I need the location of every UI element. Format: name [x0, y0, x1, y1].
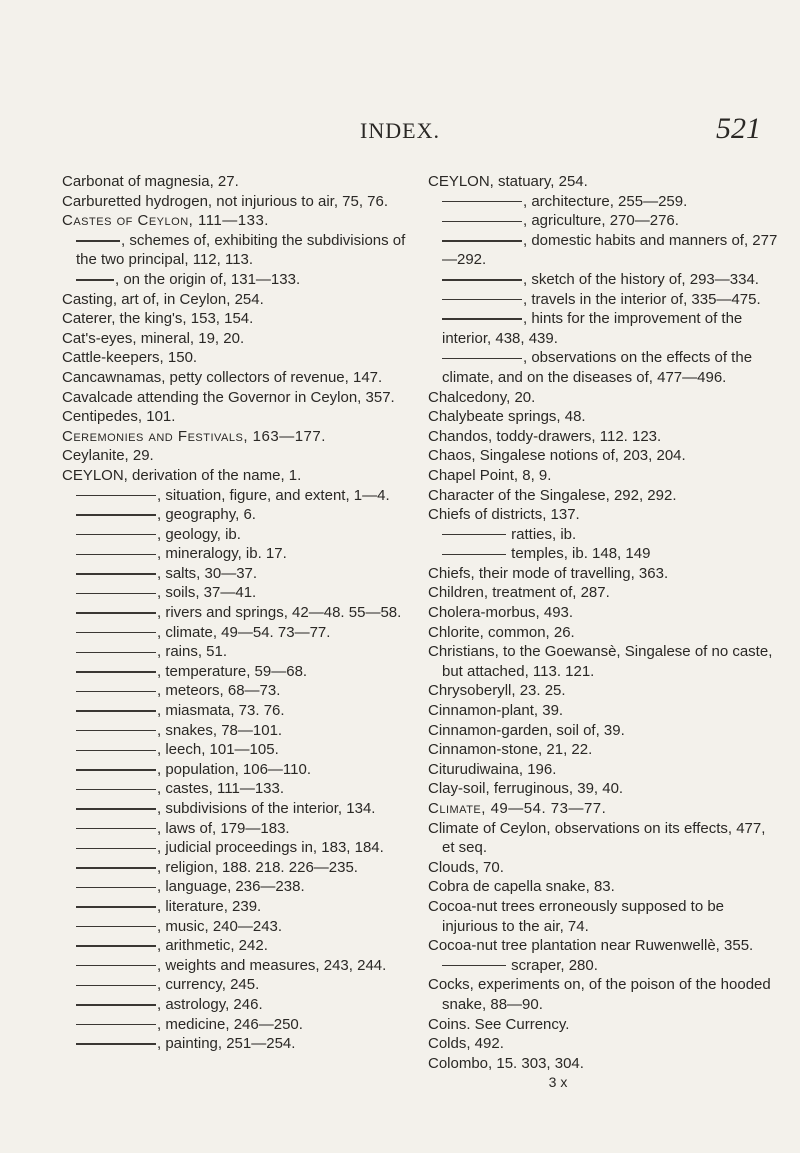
entry-text: , miasmata, 73. 76. [157, 702, 285, 720]
entry-text: , judicial proceedings in, 183, 184. [157, 839, 384, 857]
index-entry [428, 505, 778, 525]
entry-text: Children, treatment of, 287. [428, 584, 610, 602]
signature-mark [338, 1073, 778, 1091]
index-subentry [62, 583, 412, 603]
entry-text: Chiefs, their mode of travelling, 363. [428, 564, 669, 582]
entry-text: , leech, 101—105. [157, 741, 279, 759]
index-subentry [62, 1015, 412, 1035]
entry-text: , snakes, 78—101. [157, 721, 283, 739]
index-entry [62, 427, 412, 447]
index-subentry [62, 721, 412, 741]
index-subentry [62, 819, 412, 839]
index-subentry [62, 486, 412, 506]
index-subentry [62, 603, 412, 623]
ditto-dash [76, 514, 156, 515]
index-entry [62, 388, 412, 408]
index-entry [428, 799, 778, 819]
entry-text: , sketch of the history of, 293—334. [523, 270, 759, 288]
index-entry [62, 192, 412, 212]
index-entry [428, 466, 778, 486]
entry-text: Clay-soil, ferruginous, 39, 40. [428, 780, 624, 798]
index-subentry [62, 995, 412, 1015]
index-entry [428, 623, 778, 643]
entry-text: , geology, ib. [157, 525, 241, 543]
entry-text: Castes of Ceylon, 111—133. [62, 212, 269, 230]
ditto-dash [442, 554, 506, 555]
ditto-dash [442, 965, 506, 966]
entry-text: , geography, 6. [157, 506, 256, 524]
index-subentry [62, 858, 412, 878]
entry-text: , salts, 30—37. [157, 564, 258, 582]
index-subentry [62, 956, 412, 976]
index-subentry [62, 877, 412, 897]
entry-text: Centipedes, 101. [62, 408, 176, 426]
index-entry [428, 407, 778, 427]
index-entry [428, 1034, 778, 1054]
index-subentry [428, 211, 778, 231]
index-entry [428, 564, 778, 584]
index-subentry [62, 936, 412, 956]
entry-text: CEYLON, derivation of the name, 1. [62, 466, 302, 484]
index-entry [428, 681, 778, 701]
index-entry [62, 309, 412, 329]
index-entry [62, 466, 412, 486]
ditto-dash [76, 945, 156, 946]
entry-text: Carburetted hydrogen, not injurious to air, 75, 76. [62, 192, 389, 210]
entry-text: Cobra de capella snake, 83. [428, 878, 615, 896]
ditto-dash [442, 318, 522, 319]
ditto-dash [442, 534, 506, 535]
index-entry [428, 740, 778, 760]
index-entry [428, 603, 778, 623]
ditto-dash [76, 495, 156, 496]
entry-text: , mineralogy, ib. 17. [157, 545, 287, 563]
index-entry [62, 407, 412, 427]
index-entry [62, 211, 412, 231]
entry-text: Chalcedony, 20. [428, 388, 536, 406]
entry-text: CEYLON, statuary, 254. [428, 173, 588, 190]
entry-text: , arithmetic, 242. [157, 937, 268, 955]
entry-text: Cocoa-nut trees erroneously supposed to be injurious to the air, 74. [428, 897, 725, 935]
ditto-dash [76, 965, 156, 966]
index-subentry [62, 838, 412, 858]
entry-text: Cocoa-nut tree plantation near Ruwenwellè, 355. [428, 937, 754, 955]
entry-text: Chandos, toddy-drawers, 112. 123. [428, 427, 662, 445]
page-number: 521 [716, 112, 761, 145]
index-entry [428, 936, 778, 956]
entry-text: Cocks, experiments on, of the poison of the hooded snake, 88—90. [428, 976, 771, 1013]
index-subentry [428, 544, 778, 564]
index-subentry [428, 192, 778, 212]
entry-text: Cinnamon-stone, 21, 22. [428, 741, 593, 759]
index-entry [428, 701, 778, 721]
ditto-dash [76, 612, 156, 613]
index-subentry [62, 681, 412, 701]
index-subentry [62, 779, 412, 799]
index-subentry [428, 525, 778, 545]
entry-text: Clouds, 70. [428, 858, 504, 876]
index-subentry [62, 917, 412, 937]
index-column-left [62, 172, 412, 1054]
entry-text: Cinnamon-plant, 39. [428, 702, 564, 720]
entry-text: , on the origin of, 131—133. [115, 270, 301, 288]
entry-text: , laws of, 179—183. [157, 819, 290, 837]
ditto-dash [76, 887, 156, 888]
ditto-dash [76, 828, 156, 829]
entry-text: Casting, art of, in Ceylon, 254. [62, 290, 264, 308]
ditto-dash [76, 769, 156, 770]
entry-text: , travels in the interior of, 335—475. [523, 290, 761, 308]
ditto-dash [442, 358, 522, 359]
entry-text: Ceylanite, 29. [62, 447, 154, 465]
index-subentry [62, 642, 412, 662]
index-subentry [62, 662, 412, 682]
entry-text: , weights and measures, 243, 244. [157, 956, 387, 974]
ditto-dash [76, 691, 156, 692]
index-subentry [62, 760, 412, 780]
index-subentry [428, 348, 778, 387]
index-subentry [62, 623, 412, 643]
entry-text: , rivers and springs, 42—48. 55—58. [157, 604, 402, 622]
ditto-dash [76, 710, 156, 711]
index-entry [62, 172, 412, 192]
ditto-dash [442, 240, 522, 241]
ditto-dash [76, 789, 156, 790]
ditto-dash [76, 848, 156, 849]
ditto-dash [76, 632, 156, 633]
index-entry [62, 368, 412, 388]
page-header [0, 112, 800, 152]
entry-text: , domestic habits and manners of, 277—292. [442, 231, 778, 269]
index-entry [428, 721, 778, 741]
entry-text: Cinnamon-garden, soil of, 39. [428, 721, 625, 739]
entry-text: Chalybeate springs, 48. [428, 408, 586, 426]
ditto-dash [442, 201, 522, 202]
index-entry [428, 642, 778, 681]
ditto-dash [76, 573, 156, 574]
entry-text: , castes, 111—133. [157, 780, 285, 798]
entry-text: , situation, figure, and extent, 1—4. [157, 486, 390, 504]
index-entry [428, 858, 778, 878]
index-entry [62, 290, 412, 310]
ditto-dash [76, 240, 120, 241]
index-entry [428, 897, 778, 936]
ditto-dash [76, 867, 156, 868]
index-subentry [62, 564, 412, 584]
index-subentry [428, 270, 778, 290]
ditto-dash [76, 1024, 156, 1025]
entry-text: ratties, ib. [507, 525, 577, 543]
index-entry [428, 779, 778, 799]
running-head: INDEX. [360, 118, 440, 143]
ditto-dash [76, 554, 156, 555]
entry-text: Christians, to the Goewansè, Singalese of no caste, but attached, 113. 121. [428, 643, 773, 680]
index-subentry [428, 231, 778, 270]
ditto-dash [76, 652, 156, 653]
index-subentry [62, 975, 412, 995]
index-entry [62, 329, 412, 349]
entry-text: , currency, 245. [157, 976, 260, 994]
index-entry [428, 1054, 778, 1074]
entry-text: , agriculture, 270—276. [523, 212, 679, 230]
ditto-dash [76, 279, 114, 280]
entry-text: temples, ib. 148, 149 [507, 545, 651, 563]
index-subentry [62, 740, 412, 760]
entry-text: , schemes of, exhibiting the subdivisions of the two principal, 112, 113. [76, 231, 406, 269]
entry-text: 3 x [548, 1074, 568, 1091]
index-subentry [62, 505, 412, 525]
entry-text: , temperature, 59—68. [157, 662, 308, 680]
index-entry [428, 1015, 778, 1035]
index-entry [428, 446, 778, 466]
entry-text: Climate, 49—54. 73—77. [428, 800, 607, 817]
ditto-dash [76, 593, 156, 594]
index-subentry [428, 309, 778, 348]
entry-text: , population, 106—110. [157, 760, 312, 778]
entry-text: Character of the Singalese, 292, 292. [428, 486, 677, 504]
index-subentry [62, 231, 412, 270]
entry-text: Ceremonies and Festivals, 163—177. [62, 427, 326, 445]
index-column-right [428, 172, 778, 1091]
index-subentry [62, 1034, 412, 1054]
entry-text: Cattle-keepers, 150. [62, 349, 198, 367]
entry-text: Cat's-eyes, mineral, 19, 20. [62, 329, 245, 347]
entry-text: , architecture, 255—259. [523, 192, 688, 210]
index-subentry [62, 525, 412, 545]
entry-text: , observations on the effects of the climate, and on the diseases of, 477—496. [442, 349, 753, 386]
index-entry [428, 877, 778, 897]
ditto-dash [76, 730, 156, 731]
entry-text: , literature, 239. [157, 897, 262, 915]
entry-text: scraper, 280. [507, 956, 598, 974]
ditto-dash [442, 279, 522, 280]
index-subentry [62, 799, 412, 819]
entry-text: , soils, 37—41. [157, 584, 257, 602]
ditto-dash [76, 1004, 156, 1005]
ditto-dash [76, 808, 156, 809]
index-entry [428, 760, 778, 780]
index-subentry [62, 897, 412, 917]
ditto-dash [76, 985, 156, 986]
ditto-dash [76, 671, 156, 672]
entry-text: , hints for the improvement of the interior, 438, 439. [442, 310, 743, 347]
entry-text: Chapel Point, 8, 9. [428, 466, 552, 484]
index-entry [428, 819, 778, 858]
entry-text: , medicine, 246—250. [157, 1015, 303, 1033]
index-entry [428, 975, 778, 1014]
entry-text: , language, 236—238. [157, 878, 305, 896]
entry-text: Citurudiwaina, 196. [428, 760, 557, 778]
entry-text: Cholera-morbus, 493. [428, 604, 574, 622]
index-entry [428, 427, 778, 447]
entry-text: , climate, 49—54. 73—77. [157, 623, 331, 641]
entry-text: Chaos, Singalese notions of, 203, 204. [428, 447, 686, 465]
entry-text: , music, 240—243. [157, 917, 283, 935]
entry-text: , astrology, 246. [157, 995, 263, 1013]
entry-text: , painting, 251—254. [157, 1035, 296, 1053]
ditto-dash [76, 750, 156, 751]
index-subentry [62, 544, 412, 564]
entry-text: Cancawnamas, petty collectors of revenue, 147. [62, 368, 383, 386]
ditto-dash [76, 926, 156, 927]
index-subentry [428, 956, 778, 976]
ditto-dash [442, 221, 522, 222]
entry-text: Colombo, 15. 303, 304. [428, 1054, 584, 1072]
entry-text: Climate of Ceylon, observations on its effects, 477, et seq. [428, 819, 766, 857]
index-entry [428, 172, 778, 192]
entry-text: Chiefs of districts, 137. [428, 506, 580, 524]
ditto-dash [76, 906, 156, 907]
index-entry [62, 446, 412, 466]
index-entry [428, 486, 778, 506]
entry-text: , religion, 188. 218. 226—235. [157, 858, 358, 876]
index-entry [428, 388, 778, 408]
ditto-dash [442, 299, 522, 300]
index-subentry [428, 290, 778, 310]
ditto-dash [76, 534, 156, 535]
entry-text: , rains, 51. [157, 643, 228, 661]
index-subentry [62, 701, 412, 721]
index-subentry [62, 270, 412, 290]
entry-text: Chlorite, common, 26. [428, 623, 575, 641]
entry-text: Cavalcade attending the Governor in Ceylon, 357. [62, 388, 395, 406]
entry-text: , subdivisions of the interior, 134. [157, 800, 376, 817]
entry-text: Chrysoberyll, 23. 25. [428, 682, 566, 700]
ditto-dash [76, 1043, 156, 1044]
entry-text: , meteors, 68—73. [157, 682, 281, 700]
entry-text: Colds, 492. [428, 1035, 504, 1053]
entry-text: Carbonat of magnesia, 27. [62, 173, 239, 190]
entry-text: Coins. See Currency. [428, 1015, 570, 1033]
index-entry [62, 348, 412, 368]
index-entry [428, 583, 778, 603]
entry-text: Caterer, the king's, 153, 154. [62, 310, 254, 328]
